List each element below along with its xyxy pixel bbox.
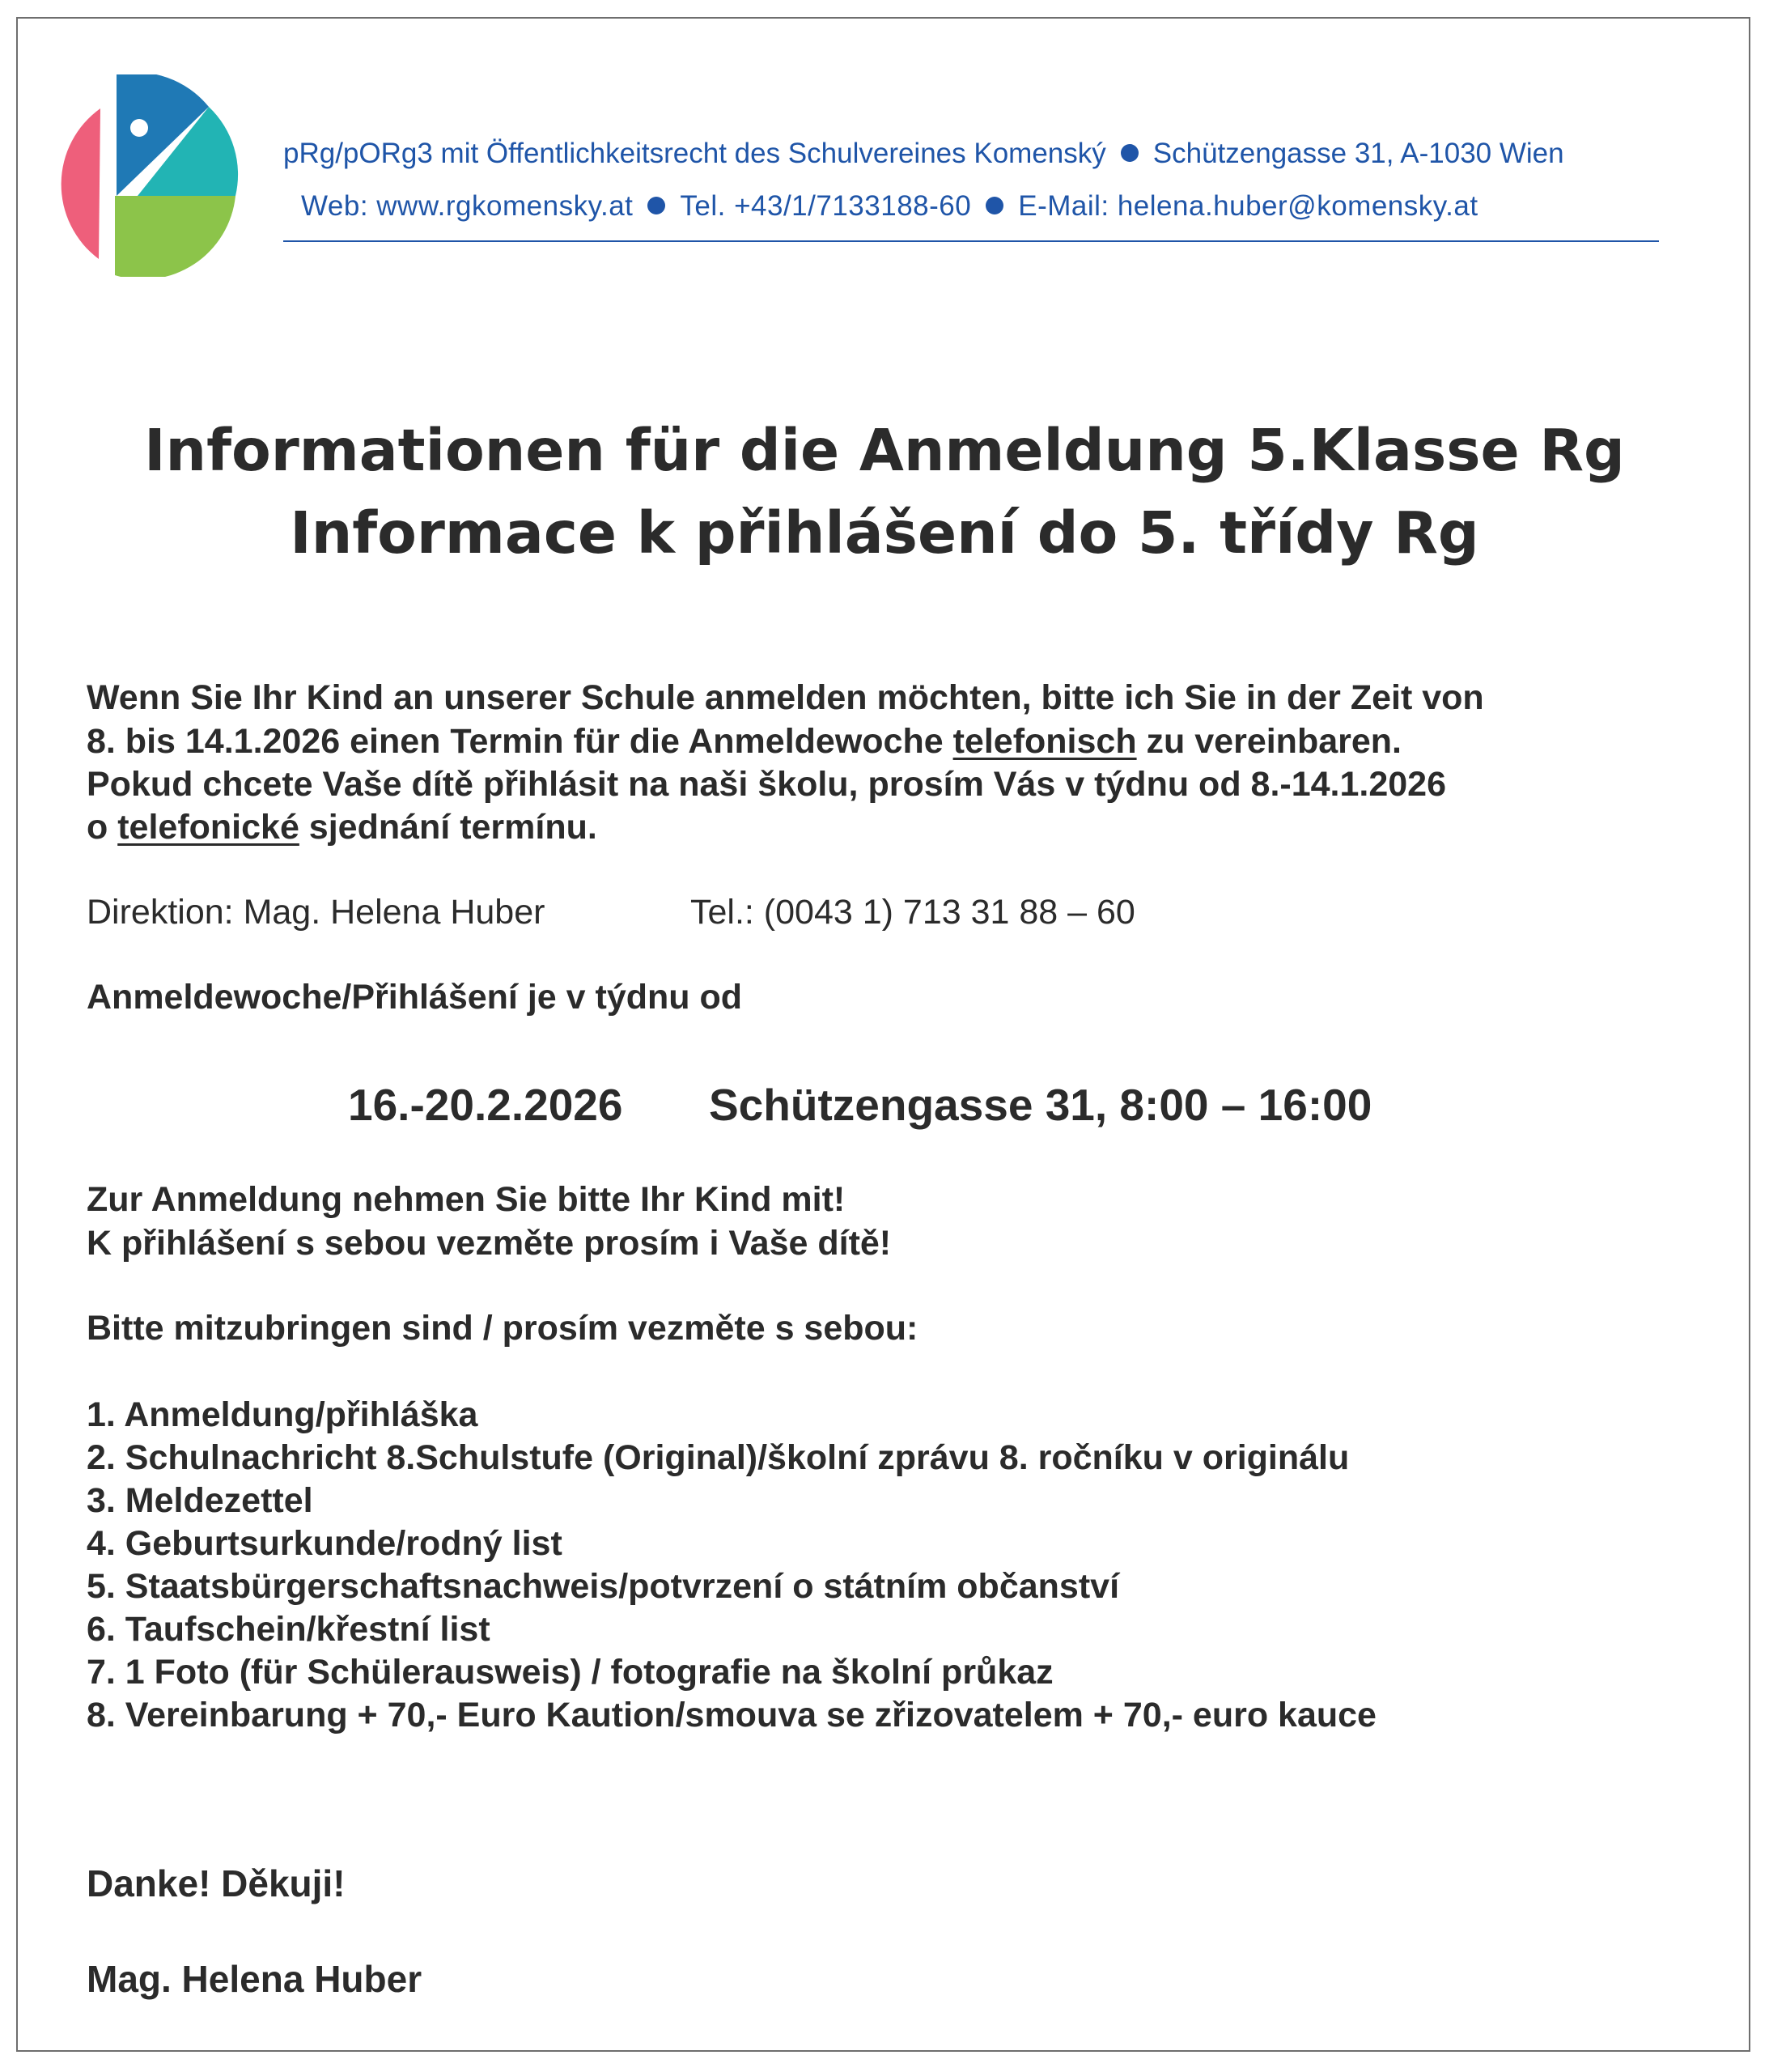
telefonicke-underlined: telefonické xyxy=(117,808,299,847)
logo-green-segment xyxy=(115,196,235,277)
bullet-icon xyxy=(647,197,665,214)
list-item: 4. Geburtsurkunde/rodný list xyxy=(87,1524,562,1563)
school-website: Web: www.rgkomensky.at xyxy=(301,190,634,222)
school-name: pRg/pORg3 mit Öffentlichkeitsrecht des Schulvereines Komenský xyxy=(283,138,1106,169)
intro-line-2-end: zu vereinbaren. xyxy=(1136,722,1402,761)
signature-name: Mag. Helena Huber xyxy=(87,1958,422,2000)
direktion-label: Direktion: Mag. Helena Huber xyxy=(87,893,545,932)
list-item: 1. Anmeldung/přihláška xyxy=(87,1395,478,1434)
registration-week-label: Anmeldewoche/Přihlášení je v týdnu od xyxy=(87,978,743,1017)
school-logo xyxy=(53,74,241,277)
page-border xyxy=(16,17,1750,2052)
logo-white-dot xyxy=(130,119,148,137)
page-title-de: Informationen für die Anmeldung 5.Klasse Rg xyxy=(144,417,1625,484)
school-address: Schützengasse 31, A-1030 Wien xyxy=(1152,138,1564,169)
list-item: 3. Meldezettel xyxy=(87,1481,313,1520)
header-divider xyxy=(283,240,1659,242)
bring-child-de: Zur Anmeldung nehmen Sie bitte Ihr Kind mit! xyxy=(87,1180,846,1219)
registration-place-time: Schützengasse 31, 8:00 – 16:00 xyxy=(709,1080,1372,1130)
list-item: 5. Staatsbürgerschaftsnachweis/potvrzení o státním občanství xyxy=(87,1567,1120,1606)
bring-child-cz: K přihlášení s sebou vezměte prosím i Vaše dítě! xyxy=(87,1224,892,1263)
header-line-2 xyxy=(301,190,1478,223)
intro-line-4 xyxy=(87,808,597,847)
intro-line-3: Pokud chcete Vaše dítě přihlásit na naši školu, prosím Vás v týdnu od 8.-14.1.2026 xyxy=(87,765,1447,804)
bullet-icon xyxy=(986,197,1003,214)
intro-line-2-start: 8. bis 14.1.2026 einen Termin für die Anmeldewoche xyxy=(87,722,953,761)
list-item: 2. Schulnachricht 8.Schulstufe (Original)/školní zprávu 8. ročníku v originálu xyxy=(87,1438,1350,1477)
bullet-icon xyxy=(1121,144,1139,162)
intro-line-1: Wenn Sie Ihr Kind an unserer Schule anmelden möchten, bitte ich Sie in der Zeit von xyxy=(87,678,1484,717)
intro-line-4-end: sjednání termínu. xyxy=(299,808,597,847)
header-line-1 xyxy=(283,138,1564,170)
school-phone: Tel. +43/1/7133188-60 xyxy=(680,190,972,222)
intro-line-4-start: o xyxy=(87,808,118,847)
list-item: 8. Vereinbarung + 70,- Euro Kaution/smouva se zřizovatelem + 70,- euro kauce xyxy=(87,1696,1377,1734)
telefonisch-underlined: telefonisch xyxy=(952,722,1137,761)
list-item: 7. 1 Foto (für Schülerausweis) / fotografie na školní průkaz xyxy=(87,1653,1054,1692)
school-email: E-Mail: helena.huber@komensky.at xyxy=(1018,190,1478,222)
direktion-phone: Tel.: (0043 1) 713 31 88 – 60 xyxy=(690,893,1135,932)
thanks-text: Danke! Děkuji! xyxy=(87,1862,346,1904)
documents-heading: Bitte mitzubringen sind / prosím vezměte s sebou: xyxy=(87,1309,918,1348)
page-title-cz: Informace k přihlášení do 5. třídy Rg xyxy=(290,499,1479,567)
intro-line-2 xyxy=(87,722,1402,762)
logo-pink-segment xyxy=(62,108,100,259)
list-item: 6. Taufschein/křestní list xyxy=(87,1610,490,1649)
registration-dates: 16.-20.2.2026 xyxy=(348,1080,623,1130)
